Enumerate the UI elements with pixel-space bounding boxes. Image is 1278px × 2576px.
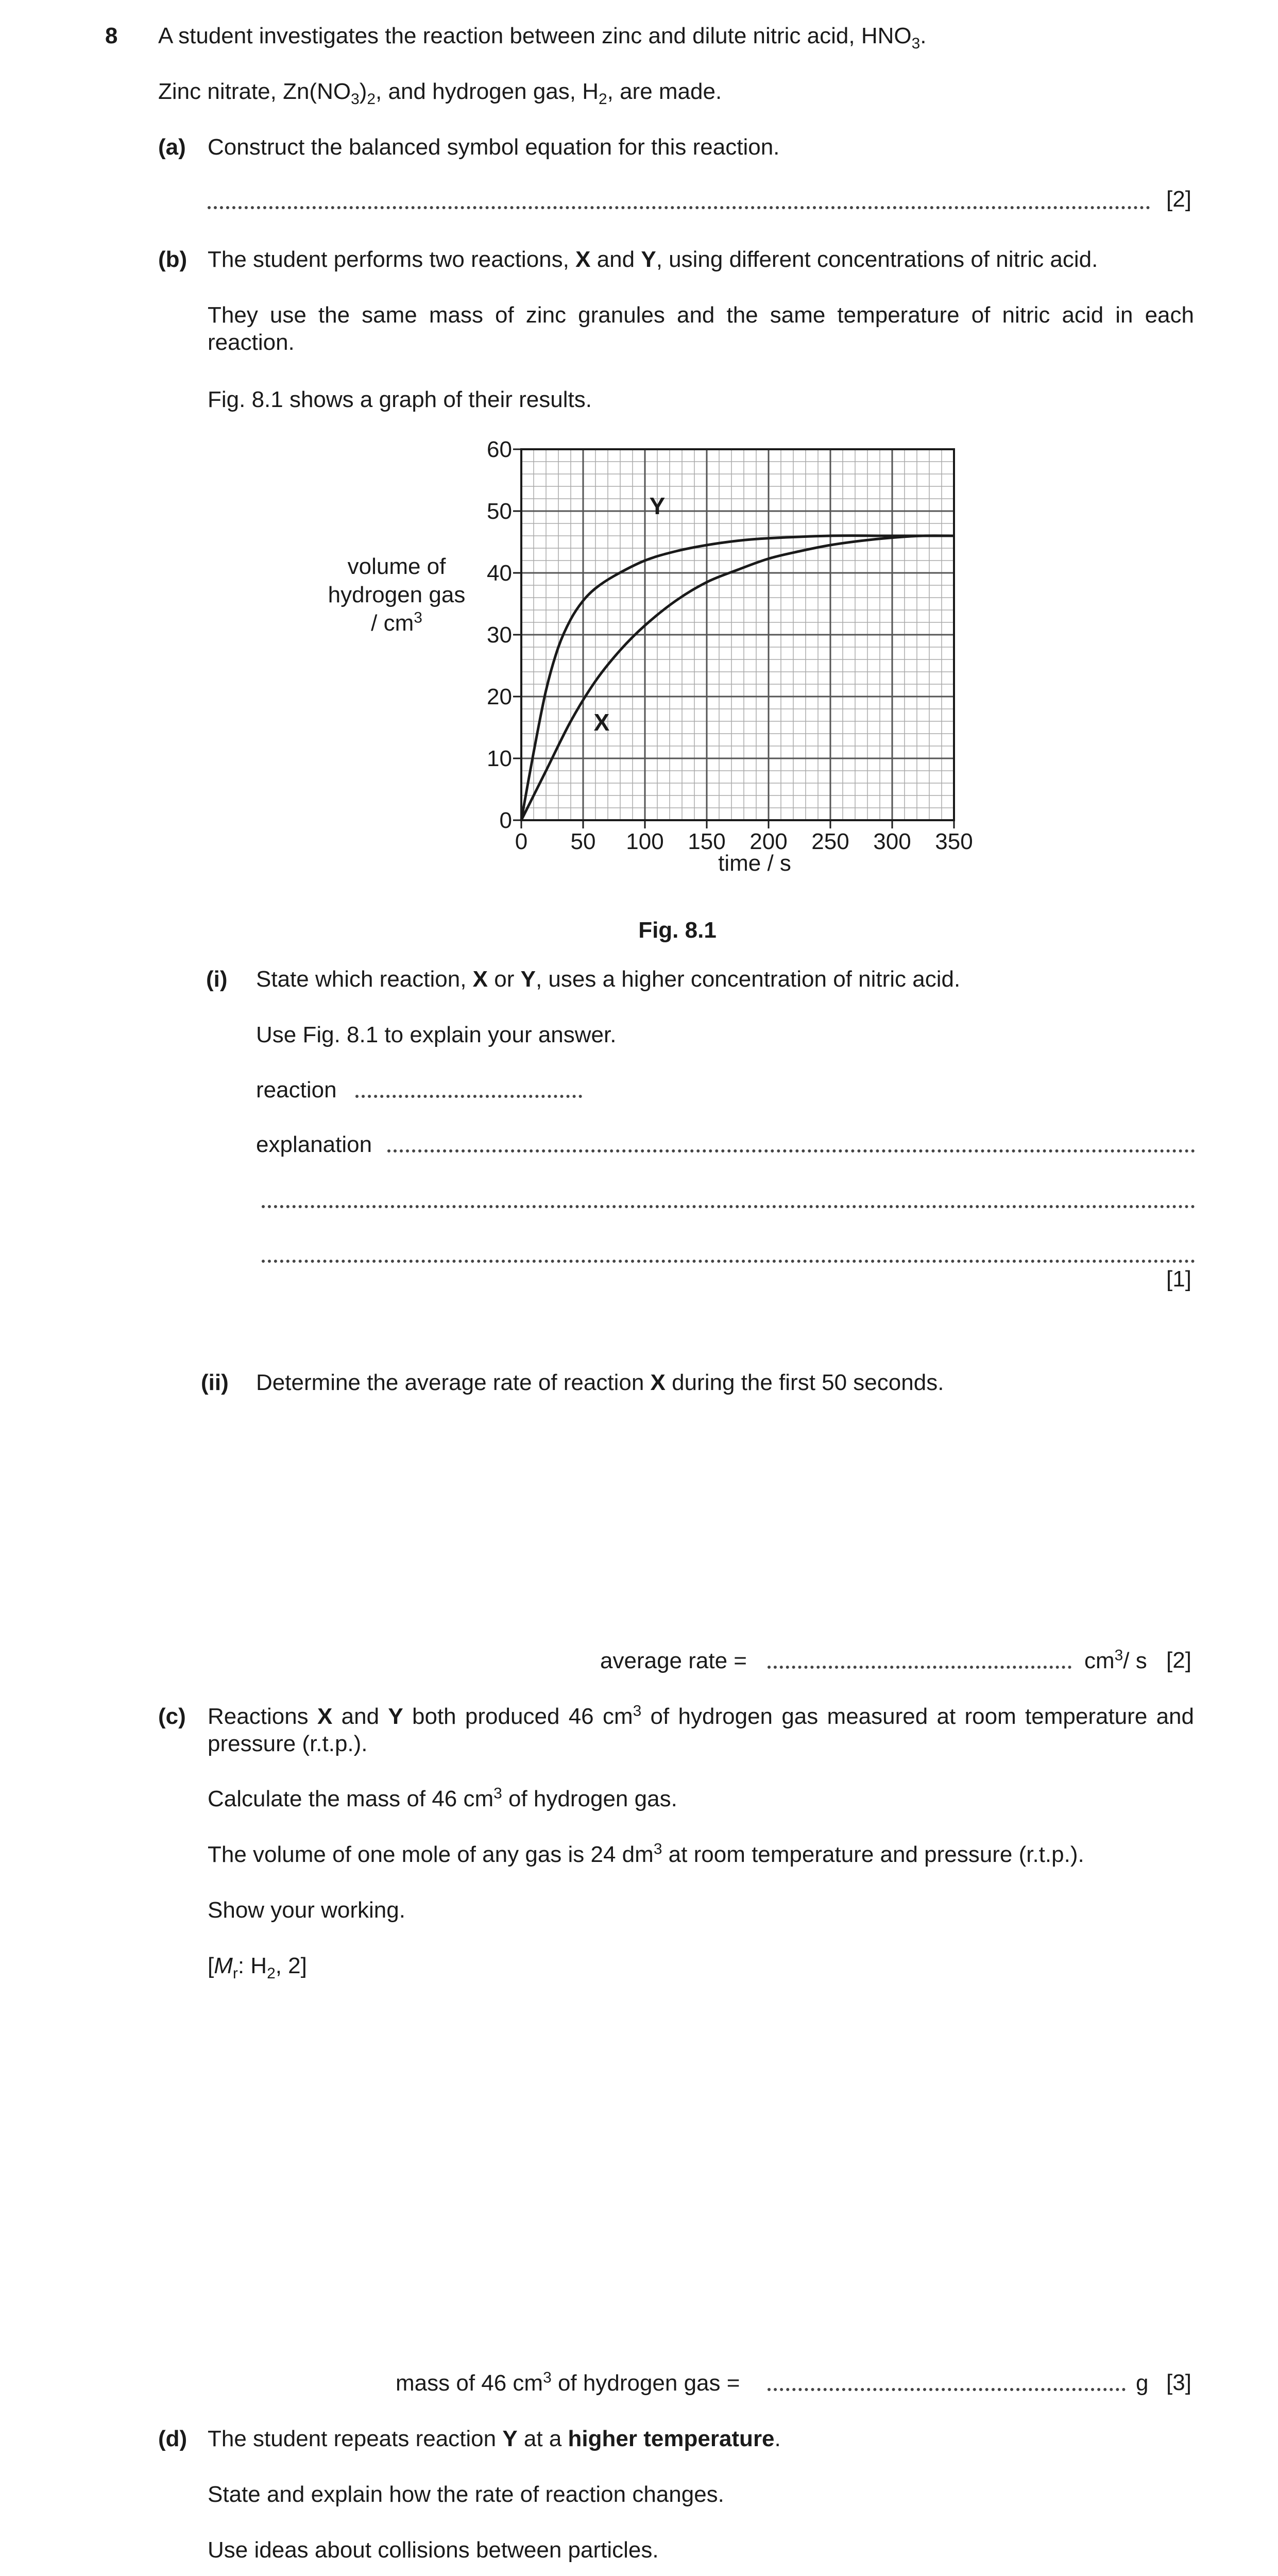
mass-answer-line[interactable] bbox=[768, 2388, 1126, 2391]
part-b-i-marks: [1] bbox=[1166, 1266, 1191, 1292]
y-tick-label: 20 bbox=[487, 684, 512, 709]
series-label-y: Y bbox=[649, 493, 666, 519]
part-c-line-2: Calculate the mass of 46 $cm^3$ of hydrogen gas. bbox=[208, 1785, 677, 1811]
part-d-line-2: State and explain how the rate of reaction changes. bbox=[208, 2482, 724, 2507]
series-line-x bbox=[521, 536, 954, 820]
part-a-text: Construct the balanced symbol equation for this reaction. bbox=[208, 134, 780, 160]
x-tick-label: 0 bbox=[515, 829, 528, 854]
part-b-line-2: They use the same mass of zinc granules and the same temperature of nitric acid in each reaction. bbox=[208, 302, 1194, 355]
part-c-label: (c) bbox=[158, 1704, 186, 1729]
part-b-ii-line-1: Determine the average rate of reaction X during the first 50 seconds. bbox=[256, 1370, 944, 1395]
grid-major bbox=[521, 449, 954, 820]
explanation-answer-line-2[interactable] bbox=[262, 1205, 1195, 1208]
y-tick-label: 30 bbox=[487, 622, 512, 648]
reaction-label: reaction bbox=[256, 1077, 337, 1103]
x-tick-label: 350 bbox=[935, 829, 973, 854]
x-tick-label: 100 bbox=[626, 829, 664, 854]
part-b-ii-marks: [2] bbox=[1166, 1648, 1191, 1673]
y-tick-label: 40 bbox=[487, 561, 512, 586]
part-b-line-1: The student performs two reactions, X and Y, using different concentrations of nitric acid. bbox=[208, 247, 1098, 272]
x-tick-label: 250 bbox=[811, 829, 849, 854]
part-c-line-1: Reactions X and Y both produced 46 $cm^3$ of hydrogen gas measured at room temperature and pressure (r.t.p.). bbox=[208, 1702, 1194, 1756]
explanation-answer-line-3[interactable] bbox=[262, 1260, 1195, 1263]
part-d-line-3: Use ideas about collisions between particles. bbox=[208, 2537, 659, 2563]
explanation-answer-line-1[interactable] bbox=[387, 1149, 1195, 1153]
y-tick-label: 10 bbox=[487, 746, 512, 771]
part-b-line-3: Fig. 8.1 shows a graph of their results. bbox=[208, 387, 592, 412]
explanation-label: explanation bbox=[256, 1132, 372, 1157]
y-tick-label: 60 bbox=[487, 437, 512, 462]
part-a-label: (a) bbox=[158, 134, 186, 160]
part-b-ii-label: (ii) bbox=[201, 1370, 229, 1395]
part-b-i-line-2: Use Fig. 8.1 to explain your answer. bbox=[256, 1022, 617, 1047]
average-rate-unit: $cm^3/$ s bbox=[1084, 1647, 1147, 1673]
average-rate-label: average rate = bbox=[600, 1648, 747, 1673]
part-c-line-5: [$M_r$: $H_2$, 2] bbox=[208, 1953, 307, 1982]
y-tick-label: 0 bbox=[499, 808, 512, 833]
reaction-answer-line[interactable] bbox=[355, 1095, 582, 1098]
axis-ticks bbox=[513, 449, 954, 828]
figure-caption: Fig. 8.1 bbox=[638, 918, 717, 943]
part-b-i-label: (i) bbox=[206, 967, 228, 992]
question-intro-2: Zinc nitrate, $Zn(NO_3)_2$, and hydrogen gas, $H_2$, are made. bbox=[158, 79, 722, 108]
part-b-label: (b) bbox=[158, 247, 188, 272]
y-axis-label-line-2: hydrogen gas bbox=[328, 582, 466, 607]
x-axis-label: time / s bbox=[718, 851, 791, 876]
question-intro-1: A student investigates the reaction between zinc and dilute nitric acid, $HNO_3$. bbox=[158, 23, 927, 52]
question-number: 8 bbox=[105, 23, 118, 48]
part-d-line-1: The student repeats reaction Y at a higher temperature. bbox=[208, 2426, 781, 2451]
series-labels bbox=[594, 493, 666, 736]
y-axis-label bbox=[309, 552, 484, 637]
part-a-marks: [2] bbox=[1166, 187, 1191, 212]
x-tick-label: 300 bbox=[873, 829, 911, 854]
series-label-x: X bbox=[593, 709, 610, 736]
series-line-y bbox=[521, 536, 954, 820]
series-lines bbox=[521, 536, 954, 820]
part-c-marks: [3] bbox=[1166, 2370, 1191, 2395]
part-b-i-line-1: State which reaction, X or Y, uses a higher concentration of nitric acid. bbox=[256, 967, 961, 992]
average-rate-answer-line[interactable] bbox=[768, 1666, 1071, 1669]
part-c-line-3: The volume of one mole of any gas is 24 $dm^3$ at room temperature and pressure (r.t.p.). bbox=[208, 1840, 1084, 1867]
x-tick-label: 50 bbox=[570, 829, 596, 854]
part-c-line-4: Show your working. bbox=[208, 1897, 405, 1923]
x-tick-label: 200 bbox=[749, 829, 788, 854]
mass-answer-label: mass of 46 $cm^3$ of hydrogen gas = bbox=[396, 2369, 740, 2396]
mass-unit: g bbox=[1136, 2370, 1149, 2396]
x-tick-label: 150 bbox=[688, 829, 726, 854]
y-axis-label-line-1: volume of bbox=[347, 554, 446, 579]
figure-8-1-chart bbox=[0, 0, 1278, 927]
y-axis-label-line-3: / $cm^3$ bbox=[371, 609, 422, 636]
part-d-label: (d) bbox=[158, 2426, 188, 2451]
y-tick-label: 50 bbox=[487, 499, 512, 524]
